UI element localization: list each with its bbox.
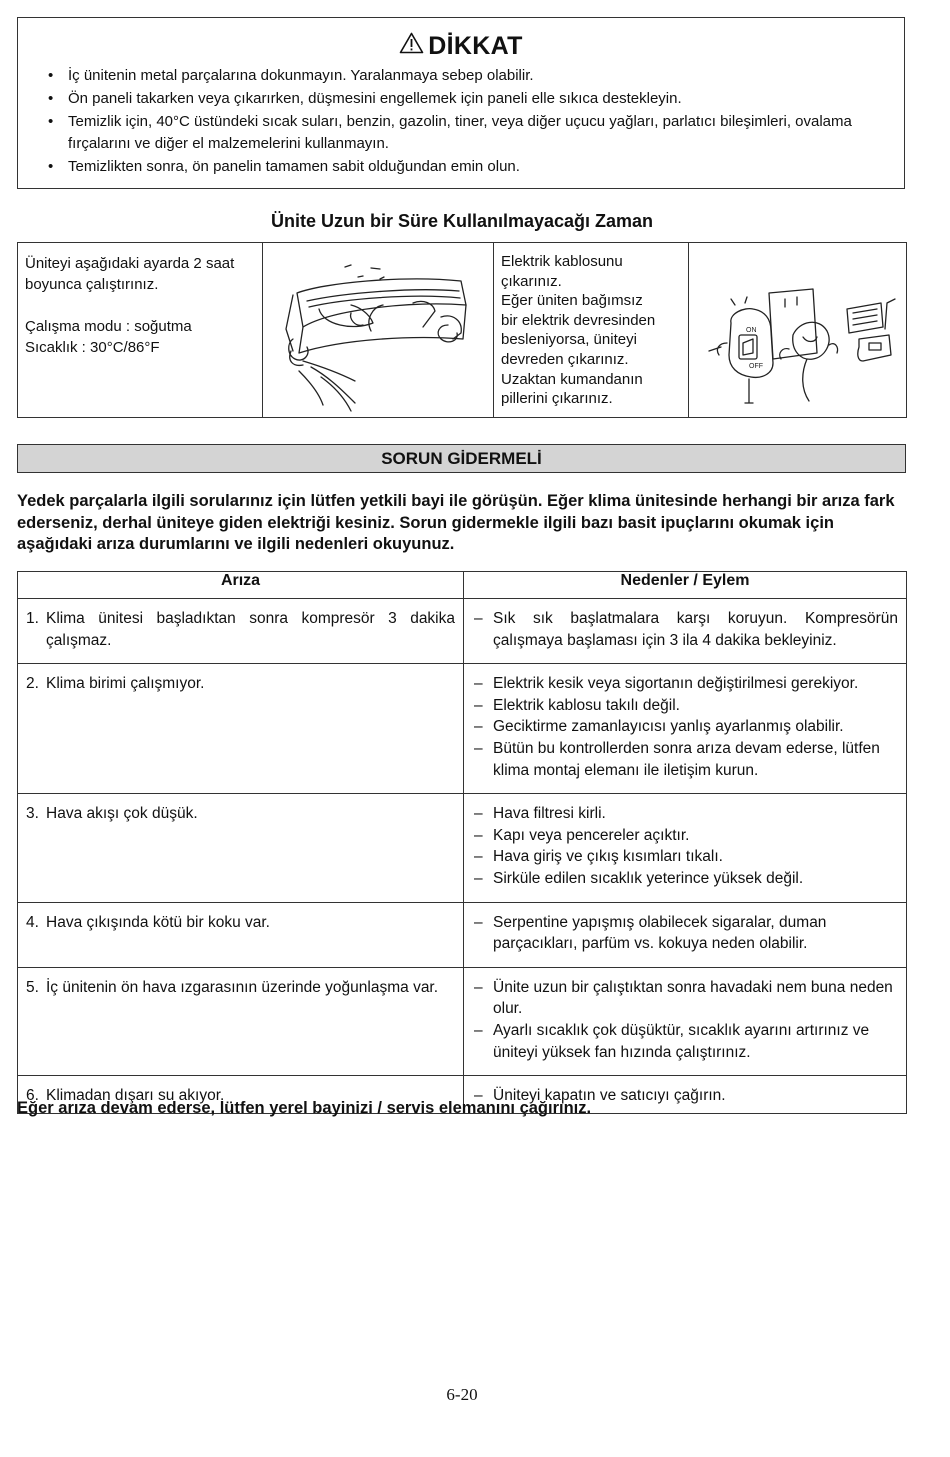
action-item: – Bütün bu kontrollerden sonra arıza devam ederse, lütfen klima montaj elemanı ile iletişim kurun.: [474, 739, 880, 779]
unused-left-cell: [18, 243, 263, 418]
ac-unit-illustration: [263, 243, 494, 417]
page-number: 6-20: [446, 1385, 478, 1404]
unplug-illustration-cell: [689, 243, 907, 418]
warning-triangle-icon: [399, 32, 428, 54]
unused-right-cell: Elektrik kablosunu çıkarınız. Eğer üniten bağımsız bir elektrik devresinden besleniyorsa, üniteyi devreden çıkarınız. Uzaktan kumandanın pillerini çıkarınız.: [494, 243, 689, 418]
fault-cell: 2. Klima birimi çalışmıyor.: [18, 664, 464, 794]
fault-cell: 5. İç ünitenin ön hava ızgarasının üzerinde yoğunlaşma var.: [18, 967, 464, 1075]
action-item: – Sirküle edilen sıcaklık yeterince yüksek değil.: [474, 869, 804, 887]
fault-cell: 6. Klimadan dışarı su akıyor.: [18, 1076, 464, 1114]
warning-item: • İç ünitenin metal parçalarına dokunmayın. Yaralanmaya sebep olabilir.: [48, 67, 534, 84]
troubleshooting-table: [17, 571, 907, 1114]
action-item: – Kapı veya pencereler açıktır.: [474, 826, 690, 844]
table-row: [18, 664, 907, 794]
column-header-cause: Nedenler / Eylem: [464, 572, 907, 599]
cause-cell: [464, 664, 907, 794]
unused-section-title: Ünite Uzun bir Süre Kullanılmayacağı Zaman: [270, 211, 654, 231]
table-row: [18, 902, 907, 967]
table-row: [18, 967, 907, 1075]
action-item: – Ayarlı sıcaklık çok düşüktür, sıcaklık ayarını artırınız ve üniteyi yüksek fan hızında çalıştırınız.: [474, 1021, 870, 1061]
warning-item: • Temizlik için, 40°C üstündeki sıcak suları, benzin, gazolin, tiner, veya diğer uçucu yağları, parlatıcı bileşimleri, ovalama fırçalarını ve diğer el malzemelerini kullanmayın.: [48, 113, 852, 152]
switch-off-label: OFF: [749, 363, 763, 370]
action-item: – Ünite uzun bir çalıştıktan sonra havadaki nem buna neden olur.: [474, 978, 893, 1018]
warning-title: DİKKAT: [428, 32, 523, 60]
table-row: [18, 794, 907, 902]
troubleshooting-intro: Yedek parçalarla ilgili sorularınız için lütfen yetkili bayi ile görüşün. Eğer klima ünitesinde herhangi bir arıza fark ederseniz, derhal üniteye giden elektriği kesiniz. Sorun gidermekle ilgili bazı basit ipuçlarını okumak için aşağıdaki arıza durumlarını ve ilgili nedenleri okuyunuz.: [17, 492, 895, 553]
troubleshooting-header: SORUN GİDERMELİ: [17, 444, 906, 473]
column-header-fault: Arıza: [18, 572, 464, 599]
action-item: – Serpentine yapışmış olabilecek sigaralar, duman parçacıkları, parfüm vs. kokuya neden olabilir.: [474, 913, 827, 953]
unplug-illustration: [689, 243, 907, 417]
action-item: – Hava filtresi kirli.: [474, 805, 606, 823]
cause-cell: [464, 599, 907, 664]
table-header-row: [18, 572, 907, 599]
ac-unit-illustration-cell: [263, 243, 494, 418]
warning-item: • Temizlikten sonra, ön panelin tamamen sabit olduğundan emin olun.: [48, 157, 520, 175]
action-item: – Elektrik kesik veya sigortanın değiştirilmesi gerekiyor.: [474, 675, 859, 693]
warning-heading: [18, 32, 904, 61]
warning-box: [17, 17, 905, 189]
unused-left-para: Üniteyi aşağıdaki ayarda 2 saat boyunca çalıştırınız.: [25, 255, 235, 293]
action-item: – Sık sık başlatmalara karşı koruyun. Kompresörün çalışmaya başlaması için 3 ila 4 dakika bekleyiniz.: [474, 610, 898, 649]
cause-cell: [464, 902, 907, 967]
unused-mode: Çalışma modu : soğutma: [25, 318, 192, 335]
fault-cell: 4. Hava çıkışında kötü bir koku var.: [18, 902, 464, 967]
unused-table: [17, 242, 907, 418]
fault-cell: 1. Klima ünitesi başladıktan sonra kompresör 3 dakika çalışmaz.: [18, 599, 464, 664]
table-row: [18, 599, 907, 664]
warning-list: [48, 65, 884, 179]
troubleshooting-footer: Eğer arıza devam ederse, lütfen yerel bayinizi / servis elemanını çağırınız.: [17, 1099, 592, 1117]
fault-cell: 3. Hava akışı çok düşük.: [18, 794, 464, 902]
action-item: – Elektrik kablosu takılı değil.: [474, 696, 680, 714]
action-item: – Hava giriş ve çıkış kısımları tıkalı.: [474, 848, 723, 866]
cause-cell: [464, 967, 907, 1075]
unused-temp: Sıcaklık : 30°C/86°F: [25, 339, 160, 356]
action-item: – Üniteyi kapatın ve satıcıyı çağırın.: [474, 1087, 726, 1105]
switch-on-label: ON: [746, 327, 757, 334]
cause-cell: [464, 794, 907, 902]
warning-item: • Ön paneli takarken veya çıkarırken, düşmesini engellemek için paneli elle sıkıca destekleyin.: [48, 90, 682, 107]
action-item: – Geciktirme zamanlayıcısı yanlış ayarlanmış olabilir.: [474, 718, 844, 736]
